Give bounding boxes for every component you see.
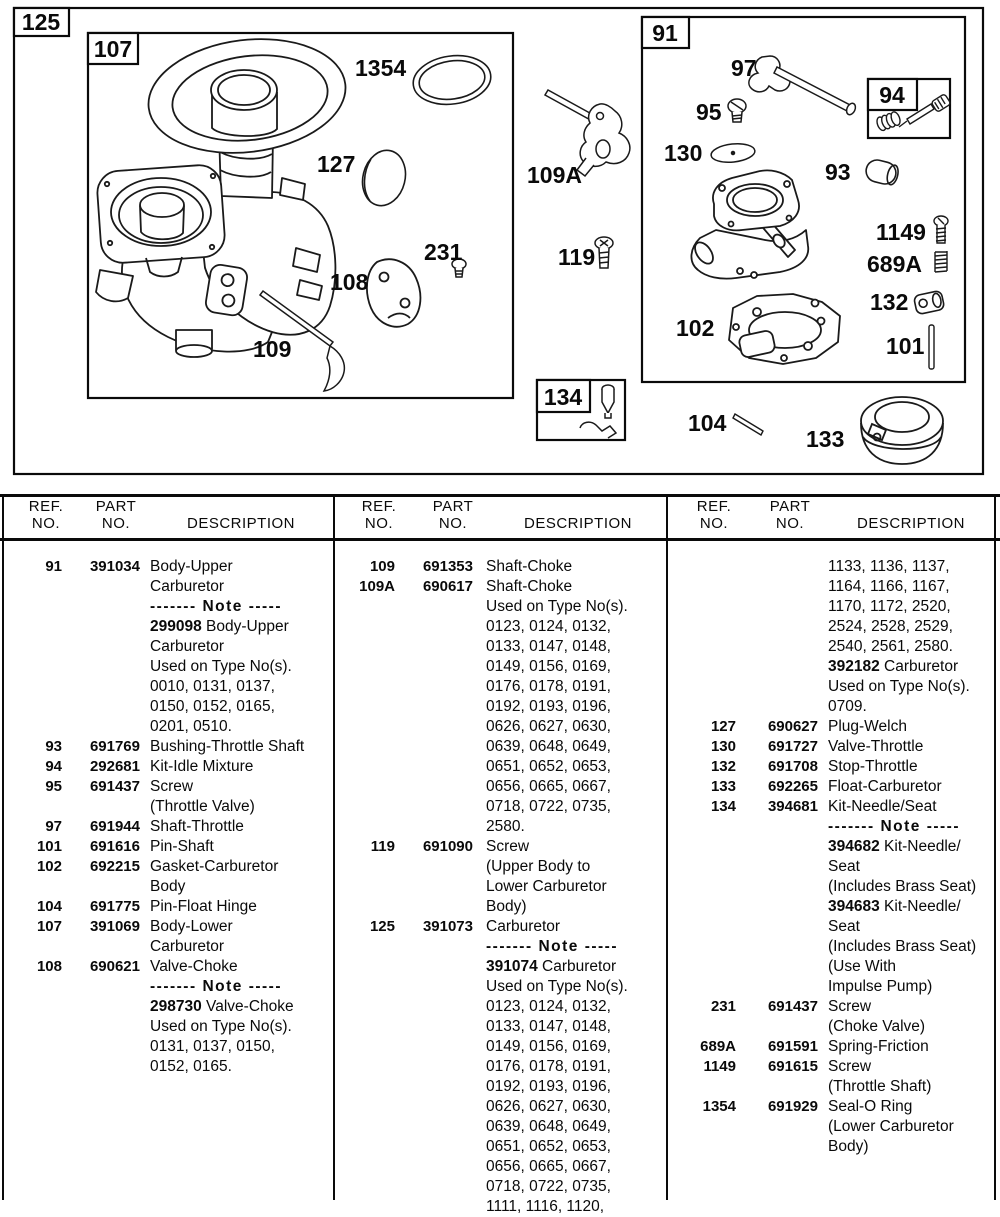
parts-row xyxy=(668,1097,994,1157)
parts-table xyxy=(0,494,1000,1215)
description: Seal-O Ring (Lower Carburetor Body) xyxy=(828,1098,954,1155)
part-no: 691090 xyxy=(422,838,473,855)
callout-93: 93 xyxy=(825,159,851,185)
parts-column-2 xyxy=(335,557,666,1217)
ref-no: 101 xyxy=(36,838,62,855)
description: Spring-Friction xyxy=(828,1038,929,1055)
description: Float-Carburetor xyxy=(828,778,942,795)
parts-row xyxy=(2,737,333,757)
callout-1354: 1354 xyxy=(355,55,407,81)
body-gasket-102-drawing xyxy=(729,294,840,364)
ref-no: 94 xyxy=(45,758,62,775)
ref-no: 97 xyxy=(45,818,62,835)
description: Stop-Throttle xyxy=(828,758,918,775)
parts-row xyxy=(2,837,333,857)
part-no: 691775 xyxy=(89,898,140,915)
parts-row xyxy=(668,1037,994,1057)
parts-column-1 xyxy=(2,557,333,1077)
parts-row xyxy=(335,837,666,917)
part-no: 691727 xyxy=(767,738,818,755)
header-col-3 xyxy=(670,498,992,538)
part-no: 292681 xyxy=(89,758,140,775)
part-no-header: PART NO. xyxy=(769,498,811,532)
description: Bushing-Throttle Shaft xyxy=(150,738,305,755)
description: Plug-Welch xyxy=(828,718,907,735)
part-no: 690617 xyxy=(422,578,473,595)
box-label-94: 94 xyxy=(879,82,905,108)
callout-109: 109 xyxy=(253,336,292,362)
part-no: 691769 xyxy=(89,738,140,755)
description: Screw (Upper Body to Lower Carburetor Body) xyxy=(486,838,607,915)
ref-no: 134 xyxy=(710,798,736,815)
frame-label-125: 125 xyxy=(21,9,61,35)
part-no: 691353 xyxy=(422,558,473,575)
ref-no: 95 xyxy=(45,778,62,795)
callout-97: 97 xyxy=(731,55,757,81)
description-header: DESCRIPTION xyxy=(856,515,965,532)
description-header: DESCRIPTION xyxy=(186,515,295,532)
exploded-diagram xyxy=(0,0,1000,494)
ref-no-header: REF. NO. xyxy=(28,498,64,532)
description: Body-Lower Carburetor xyxy=(150,918,233,955)
callout-104: 104 xyxy=(688,410,727,436)
description: Pin-Shaft xyxy=(150,838,214,855)
description: 1133, 1136, 1137, 1164, 1166, 1167, 1170, 1172, 2520, 2524, 2528, 2529, 2540, 2561, 2580. 392182 Carburetor Used on Type No(s). 0709. xyxy=(828,558,970,715)
ref-no: 108 xyxy=(36,958,62,975)
callout-109A: 109A xyxy=(527,162,582,188)
parts-row xyxy=(668,557,994,717)
description: Kit-Idle Mixture xyxy=(150,758,254,775)
description: Valve-Choke ------- Note ----- 298730 Valve-Choke Used on Type No(s). 0131, 0137, 0150, 0152, 0165. xyxy=(150,958,294,1075)
part-no: 691929 xyxy=(767,1098,818,1115)
description: Shaft-Choke xyxy=(486,558,573,575)
part-no: 691616 xyxy=(89,838,140,855)
shaft-pin-101-drawing xyxy=(929,325,934,369)
parts-row xyxy=(668,1057,994,1097)
parts-row xyxy=(2,777,333,817)
callout-127: 127 xyxy=(317,151,356,177)
part-no: 692265 xyxy=(767,778,818,795)
description-header: DESCRIPTION xyxy=(523,515,632,532)
table-border-right xyxy=(994,494,996,1200)
callout-95: 95 xyxy=(696,99,722,125)
ref-no: 127 xyxy=(710,718,736,735)
part-no: 391034 xyxy=(89,558,140,575)
parts-row xyxy=(668,797,994,997)
description: Pin-Float Hinge xyxy=(150,898,257,915)
part-no: 391069 xyxy=(89,918,140,935)
header-col-2 xyxy=(337,498,664,538)
part-no: 394681 xyxy=(767,798,818,815)
ref-no: 133 xyxy=(710,778,736,795)
parts-row xyxy=(2,757,333,777)
parts-row xyxy=(2,817,333,837)
description: Body-Upper Carburetor ------- Note ----- 299098 Body-Upper Carburetor Used on Type No(s). 0010, 0131, 0137, 0150, 0152, 0165, 0201, 0510. xyxy=(150,558,292,735)
callout-689A: 689A xyxy=(867,251,922,277)
callout-119: 119 xyxy=(558,244,596,270)
parts-row xyxy=(335,917,666,1217)
float-133-drawing xyxy=(861,397,943,464)
part-no: 691437 xyxy=(89,778,140,795)
ref-no: 231 xyxy=(710,998,736,1015)
description: Shaft-Throttle xyxy=(150,818,244,835)
callout-101: 101 xyxy=(886,333,925,359)
ref-no: 109A xyxy=(359,578,395,595)
parts-row xyxy=(335,557,666,577)
ref-no: 91 xyxy=(45,558,62,575)
part-no: 690627 xyxy=(767,718,818,735)
part-no: 692215 xyxy=(89,858,140,875)
description: Shaft-Choke Used on Type No(s). 0123, 0124, 0132, 0133, 0147, 0148, 0149, 0156, 0169, 0176, 0178, 0191, 0192, 0193, 0196, 0626, 0627, 0630, 0639, 0648, 0649, 0651, 0652, 0653, 0656, 0665, 0667, 0718, 0722, 0735, 2580. xyxy=(486,578,628,835)
description: Kit-Needle/Seat ------- Note ----- 394682 Kit-Needle/ Seat (Includes Brass Seat) 394683 Kit-Needle/ Seat (Includes Brass Seat) (Use With Impulse Pump) xyxy=(828,798,977,995)
part-no: 691708 xyxy=(767,758,818,775)
box-label-134: 134 xyxy=(543,384,583,410)
ref-no: 119 xyxy=(370,838,395,855)
parts-row xyxy=(2,557,333,737)
part-no: 391073 xyxy=(422,918,473,935)
parts-row xyxy=(335,577,666,837)
callout-102: 102 xyxy=(676,315,715,341)
description: Screw (Throttle Shaft) xyxy=(828,1058,932,1095)
ref-no: 109 xyxy=(369,558,395,575)
parts-column-3 xyxy=(668,557,994,1157)
ref-no: 689A xyxy=(700,1038,736,1055)
parts-row xyxy=(2,857,333,897)
ref-no-header: REF. NO. xyxy=(696,498,732,532)
part-no: 691437 xyxy=(767,998,818,1015)
callout-1149: 1149 xyxy=(876,219,926,245)
part-no: 691944 xyxy=(89,818,140,835)
box-label-91: 91 xyxy=(652,20,678,46)
ref-no: 1149 xyxy=(703,1058,736,1075)
parts-row xyxy=(2,957,333,1077)
ref-no: 130 xyxy=(710,738,736,755)
callout-133: 133 xyxy=(806,426,845,452)
ref-no: 107 xyxy=(36,918,62,935)
description: Screw (Throttle Valve) xyxy=(150,778,255,815)
parts-row xyxy=(668,717,994,737)
ref-no-header: REF. NO. xyxy=(361,498,397,532)
parts-row xyxy=(668,777,994,797)
parts-row xyxy=(2,917,333,957)
parts-row xyxy=(668,757,994,777)
part-no: 690621 xyxy=(89,958,140,975)
ref-no: 125 xyxy=(369,918,395,935)
ref-no: 102 xyxy=(36,858,62,875)
part-no-header: PART NO. xyxy=(432,498,474,532)
part-no-header: PART NO. xyxy=(95,498,137,532)
description: Carburetor ------- Note ----- 391074 Carburetor Used on Type No(s). 0123, 0124, 0132, 0133, 0147, 0148, 0149, 0156, 0169, 0176, 0178, 0191, 0192, 0193, 0196, 0626, 0627, 0630, 0639, 0648, 0649, 0651, 0652, 0653, 0656, 0665, 0667, 0718, 0722, 0735, 1111, 1116, 1120, xyxy=(486,918,628,1215)
callout-132: 132 xyxy=(870,289,909,315)
parts-row xyxy=(668,997,994,1037)
ref-no: 1354 xyxy=(702,1098,736,1115)
parts-row xyxy=(668,737,994,757)
part-no: 691615 xyxy=(767,1058,818,1075)
description: Screw (Choke Valve) xyxy=(828,998,926,1035)
parts-row xyxy=(2,897,333,917)
ref-no: 93 xyxy=(45,738,62,755)
callout-231: 231 xyxy=(424,239,463,265)
callout-108: 108 xyxy=(330,269,369,295)
header-col-1 xyxy=(4,498,333,538)
description: Valve-Throttle xyxy=(828,738,924,755)
ref-no: 104 xyxy=(36,898,62,915)
part-no: 691591 xyxy=(767,1038,818,1055)
ref-no: 132 xyxy=(710,758,736,775)
box-label-107: 107 xyxy=(93,36,133,62)
callout-130: 130 xyxy=(664,140,703,166)
description: Gasket-Carburetor Body xyxy=(150,858,279,895)
